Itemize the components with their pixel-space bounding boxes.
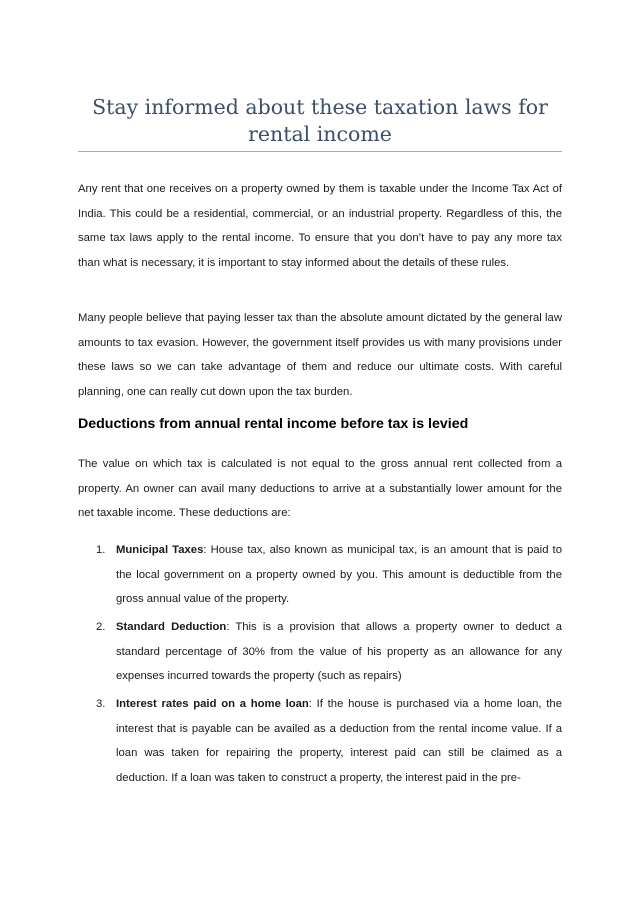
list-item-text (116, 692, 562, 790)
list-item-number: 3. (96, 698, 106, 710)
list-item-number: 1. (96, 544, 106, 556)
list-item-description: : House tax, also known as municipal tax, is an amount that is paid to the local government on a property owned by you. This amount is deductible from the gross annual value of the property. (116, 544, 562, 606)
page-title: Stay informed about these taxation laws for rental income (92, 95, 548, 146)
list-item-number: 2. (96, 621, 106, 633)
paragraph-tax-planning: Many people believe that paying lesser tax than the absolute amount dictated by the general law amounts to tax evasion. However, the government itself provides us with many provisions under these laws so we can take advantage of them and reduce our ultimate costs. With careful planning, one can really cut down upon the tax burden. (78, 312, 562, 398)
paragraph-section-intro: The value on which tax is calculated is not equal to the gross annual rent collected from a property. An owner can avail many deductions to arrive at a substantially lower amount for the net taxable income. These deductions are: (78, 458, 562, 520)
paragraph-intro: Any rent that one receives on a property owned by them is taxable under the Income Tax Act of India. This could be a residential, commercial, or an industrial property. Regardless of this, the same tax laws apply to the rental income. To ensure that you don’t have to pay any more tax than what is necessary, it is important to stay informed about the details of these rules. (78, 183, 562, 269)
list-item-description: : This is a provision that allows a property owner to deduct a standard percentage of 30% from the value of his property as an allowance for any expenses incurred towards the property (such as repairs) (116, 621, 562, 683)
list-item-term: Municipal Taxes (116, 544, 204, 556)
section-heading: Deductions from annual rental income before tax is levied (78, 416, 469, 432)
list-item-text (116, 615, 562, 689)
list-item-description: : If the house is purchased via a home loan, the interest that is payable can be availed as a deduction from the rental income value. If a loan was taken for repairing the property, interest paid can still be claimed as a deduction. If a loan was taken to construct a property, the interest paid in the pre- (116, 698, 562, 784)
title-divider (78, 151, 562, 152)
list-item-text (116, 538, 562, 612)
list-item-term: Interest rates paid on a home loan (116, 698, 309, 710)
list-item-term: Standard Deduction (116, 621, 227, 633)
